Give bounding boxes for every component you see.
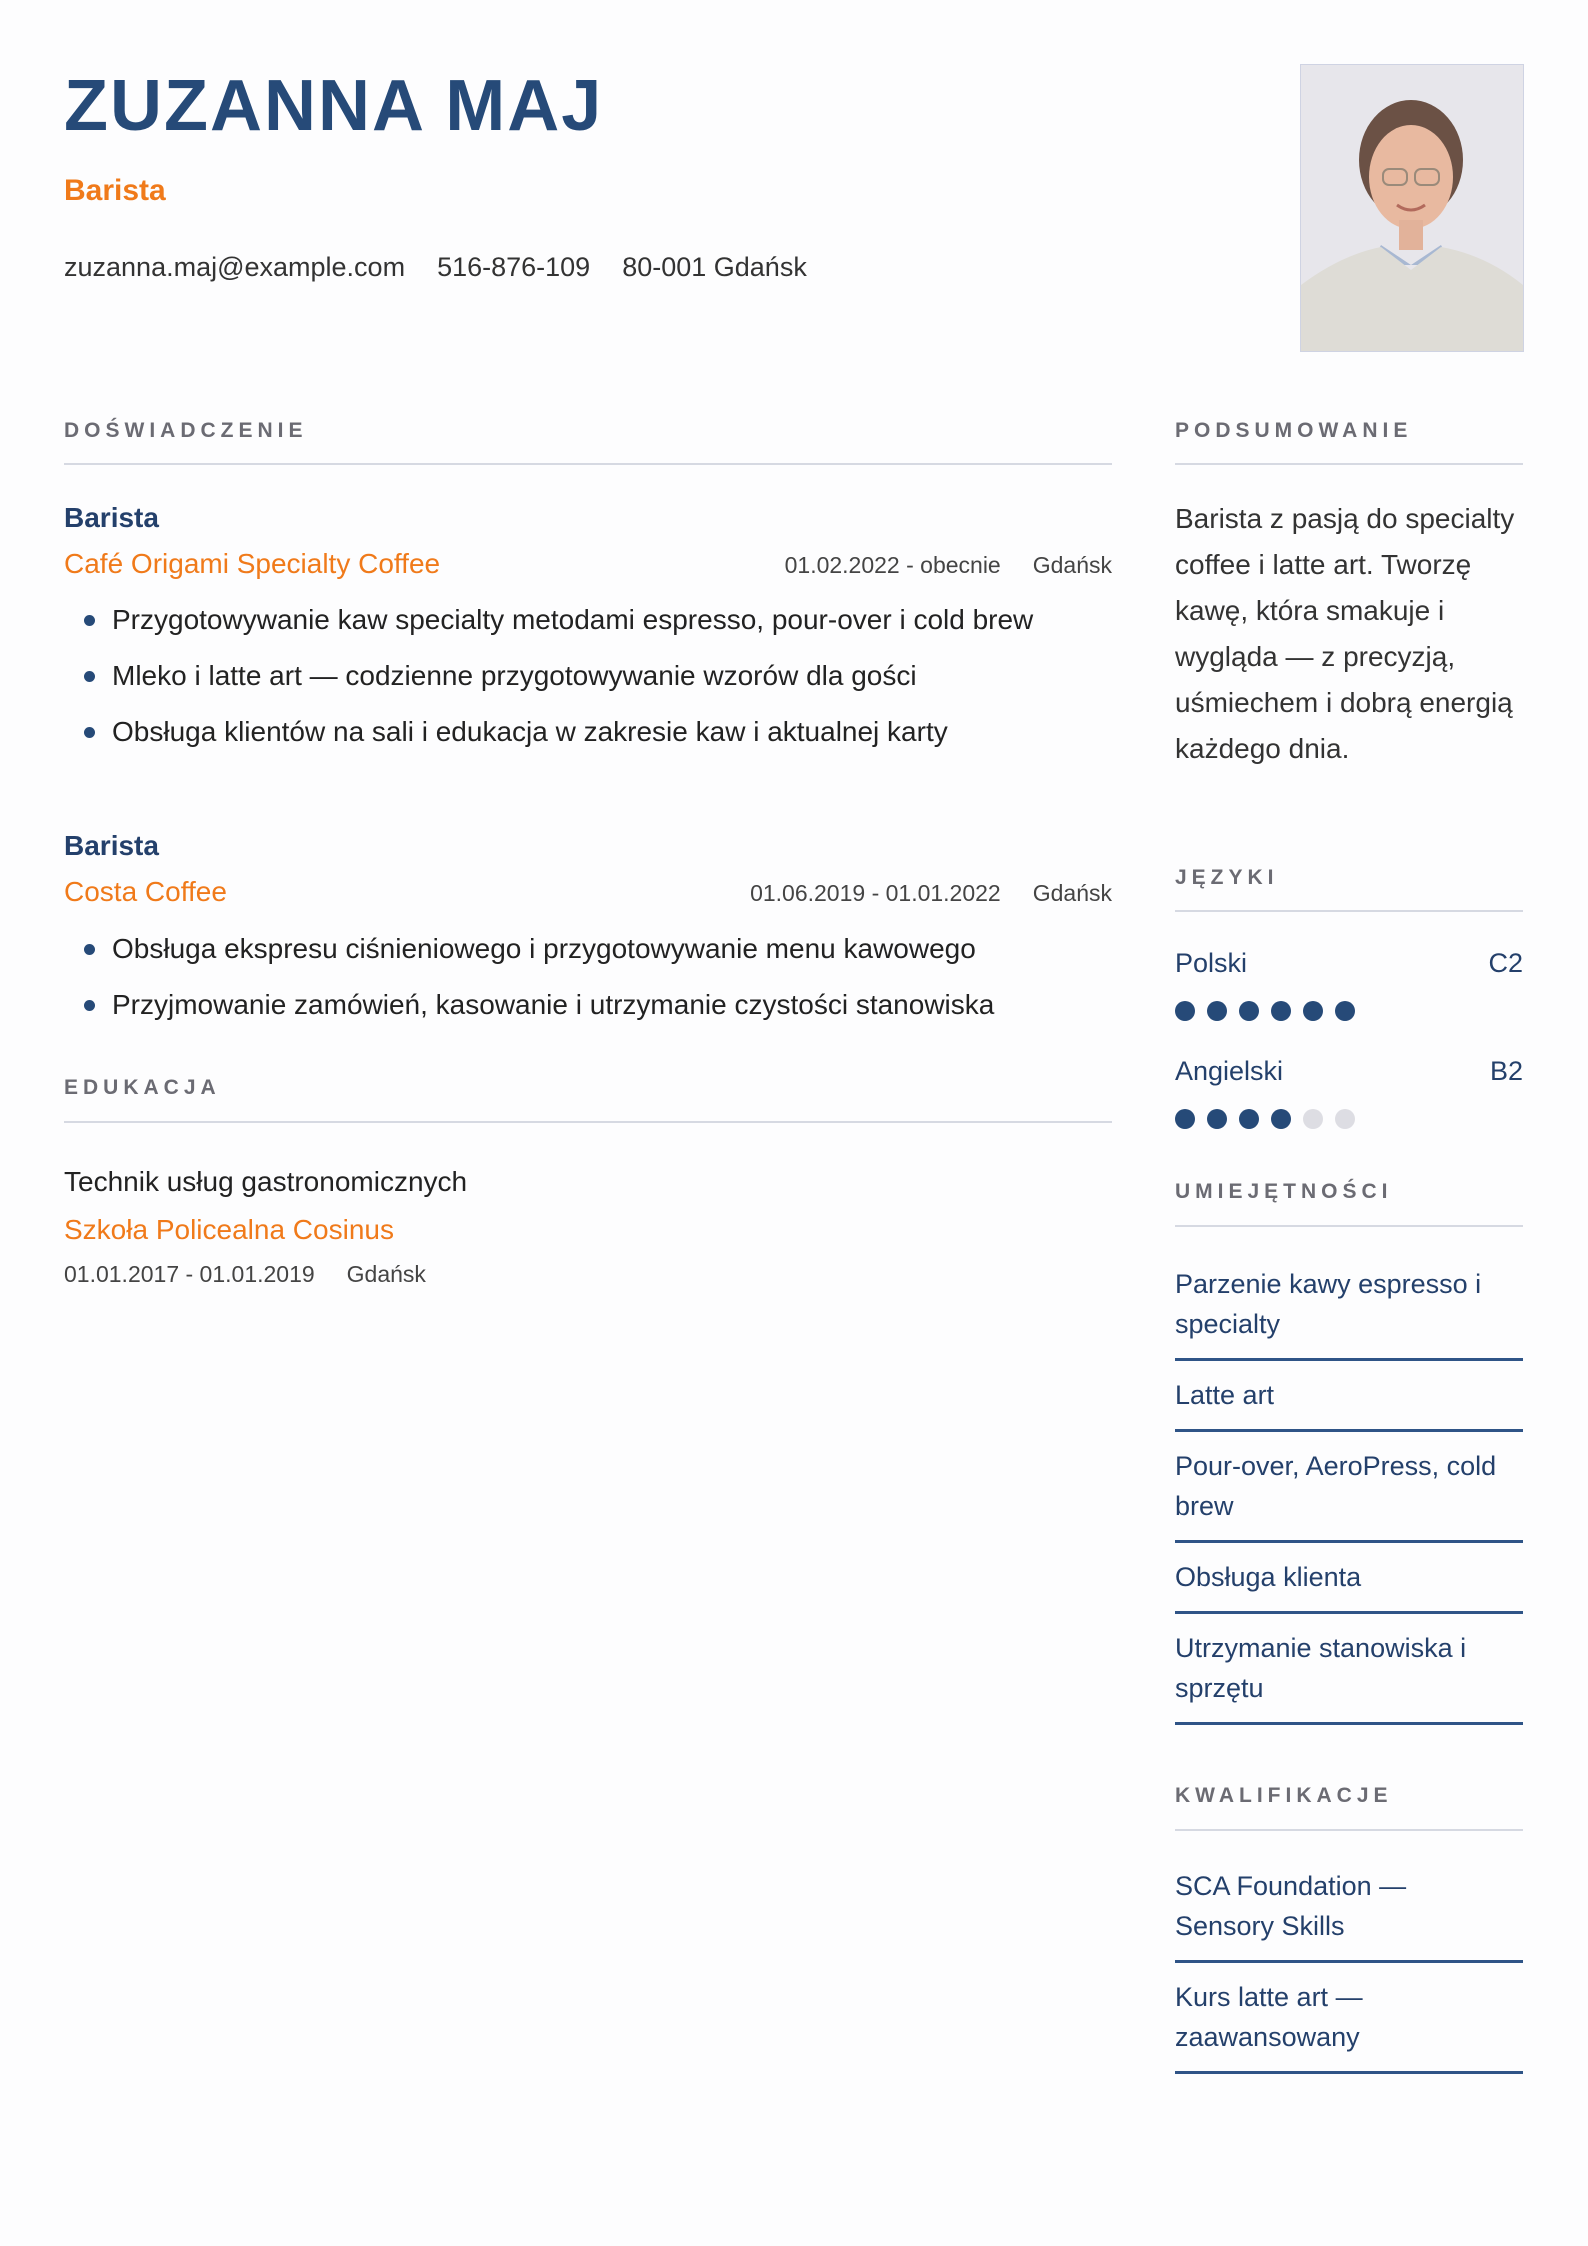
rating-dot-filled-icon <box>1271 1109 1291 1129</box>
language-rating <box>1175 1109 1523 1129</box>
job-2-location: Gdańsk <box>1032 880 1112 906</box>
job-1-dates: 01.02.2022 - obecnie <box>784 552 1001 578</box>
skill-item: Parzenie kawy espresso i specialty <box>1175 1250 1523 1361</box>
profile-photo <box>1300 64 1524 352</box>
bullet: Przygotowywanie kaw specialty metodami espresso, pour-over i cold brew <box>64 600 1094 640</box>
languages-heading: JĘZYKI <box>1175 866 1279 889</box>
qualifications-list <box>1175 1852 1523 2074</box>
summary-divider <box>1175 463 1523 465</box>
job-1-title: Barista <box>64 502 159 533</box>
skill-item: Pour-over, AeroPress, cold brew <box>1175 1432 1523 1543</box>
summary-text: Barista z pasją do specialty coffee i latte art. Tworzę kawę, która smakuje i wygląda — z precyzją, uśmiechem i dobrą energią każdego dnia. <box>1175 503 1515 764</box>
language-polski <box>1175 948 1523 1021</box>
education-degree: Technik usług gastronomicznych <box>64 1166 468 1197</box>
rating-dot-filled-icon <box>1175 1001 1195 1021</box>
education-dates: 01.01.2017 - 01.01.2019 <box>64 1261 315 1287</box>
job-1-header <box>64 548 1112 580</box>
qualification-item: Kurs latte art — zaawansowany <box>1175 1963 1523 2074</box>
rating-dot-filled-icon <box>1207 1109 1227 1129</box>
skills-list <box>1175 1250 1523 1725</box>
language-level: B2 <box>1489 1056 1523 1086</box>
rating-dot-filled-icon <box>1175 1109 1195 1129</box>
bullet: Mleko i latte art — codzienne przygotowywanie wzorów dla gości <box>64 656 1094 696</box>
rating-dot-empty-icon <box>1335 1109 1355 1129</box>
education-school: Szkoła Policealna Cosinus <box>64 1214 394 1245</box>
bullet: Obsługa klientów na sali i edukacja w zakresie kaw i aktualnej karty <box>64 712 1094 752</box>
rating-dot-filled-icon <box>1207 1001 1227 1021</box>
candidate-name: ZUZANNA MAJ <box>64 66 604 146</box>
education-meta <box>64 1261 1112 1288</box>
languages-divider <box>1175 910 1523 912</box>
job-1-bullets <box>64 600 1094 768</box>
job-1-company: Café Origami Specialty Coffee <box>64 548 441 579</box>
skill-item: Utrzymanie stanowiska i sprzętu <box>1175 1614 1523 1725</box>
qualifications-divider <box>1175 1829 1523 1831</box>
job-1-location: Gdańsk <box>1032 552 1112 578</box>
rating-dot-filled-icon <box>1303 1001 1323 1021</box>
qualification-item: SCA Foundation — Sensory Skills <box>1175 1852 1523 1963</box>
education-heading: EDUKACJA <box>64 1076 221 1099</box>
rating-dot-empty-icon <box>1303 1109 1323 1129</box>
job-2-company: Costa Coffee <box>64 876 227 907</box>
job-2-title: Barista <box>64 830 159 861</box>
job-2-meta <box>750 880 1112 907</box>
job-2-dates: 01.06.2019 - 01.01.2022 <box>750 880 1001 906</box>
rating-dot-filled-icon <box>1271 1001 1291 1021</box>
email: zuzanna.maj@example.com <box>64 252 406 282</box>
experience-divider <box>64 463 1112 465</box>
bullet: Obsługa ekspresu ciśnieniowego i przygotowywanie menu kawowego <box>64 929 1112 969</box>
education-divider <box>64 1121 1112 1123</box>
skills-heading: UMIEJĘTNOŚCI <box>1175 1180 1393 1203</box>
contact-info <box>64 252 807 283</box>
job-title-header: Barista <box>64 174 166 207</box>
language-rating <box>1175 1001 1523 1021</box>
bullet: Przyjmowanie zamówień, kasowanie i utrzymanie czystości stanowiska <box>64 985 1112 1025</box>
language-level: C2 <box>1488 948 1523 978</box>
job-1-meta <box>785 552 1112 579</box>
language-angielski <box>1175 1056 1523 1129</box>
skills-divider <box>1175 1225 1523 1227</box>
skill-item: Obsługa klienta <box>1175 1543 1523 1614</box>
summary-heading: PODSUMOWANIE <box>1175 419 1413 442</box>
language-name: Angielski <box>1175 1056 1284 1086</box>
language-name: Polski <box>1175 948 1248 978</box>
education-location: Gdańsk <box>346 1261 426 1287</box>
rating-dot-filled-icon <box>1239 1001 1259 1021</box>
skill-item: Latte art <box>1175 1361 1523 1432</box>
experience-heading: DOŚWIADCZENIE <box>64 419 308 442</box>
qualifications-heading: KWALIFIKACJE <box>1175 1784 1393 1807</box>
job-2-bullets <box>64 929 1112 1041</box>
portrait-icon <box>1301 65 1523 351</box>
rating-dot-filled-icon <box>1239 1109 1259 1129</box>
rating-dot-filled-icon <box>1335 1001 1355 1021</box>
job-2-header <box>64 876 1112 908</box>
phone: 516-876-109 <box>437 252 591 282</box>
address: 80-001 Gdańsk <box>622 252 807 282</box>
